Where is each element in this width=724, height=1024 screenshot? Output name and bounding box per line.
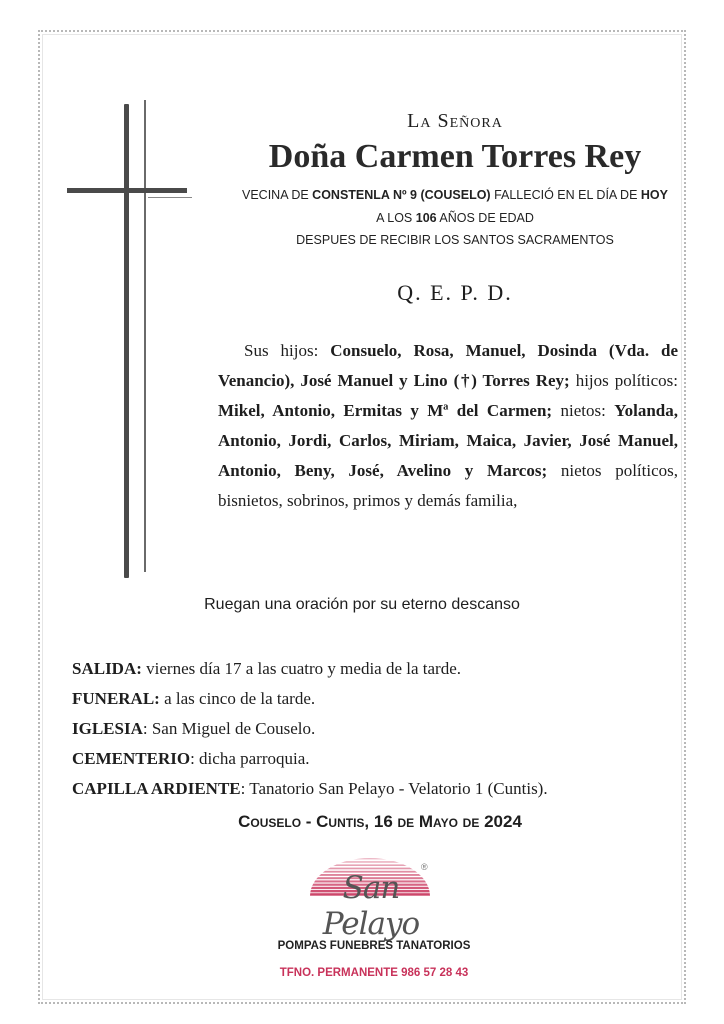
- family-in-laws: Mikel, Antonio, Ermitas y Mª del Carmen;: [218, 401, 553, 420]
- family-text-3: nietos:: [552, 401, 615, 420]
- family-grandchildren: Yolanda, Antonio, Jordi, Carlos, Miriam, Maica, Javier, José Manuel, Antonio, Beny, José, Avelino y Marcos;: [218, 401, 678, 480]
- ceremony-details: [72, 654, 692, 804]
- phone-number: TFNO. PERMANENTE 986 57 28 43: [279, 967, 469, 979]
- detail-salida: [72, 654, 692, 684]
- title-la-senora: La Señora: [407, 110, 503, 132]
- detail-funeral: [72, 684, 692, 714]
- detail-value: : Tanatorio San Pelayo - Velatorio 1 (Cuntis).: [240, 779, 548, 798]
- detail-value: viernes día 17 a las cuatro y media de la tarde.: [141, 659, 461, 678]
- age-number: 106: [415, 211, 437, 225]
- age-suffix: AÑOS DE EDAD: [436, 211, 534, 225]
- detail-label: FUNERAL:: [72, 689, 160, 708]
- detail-label: CAPILLA ARDIENTE: [72, 779, 241, 798]
- cross-icon: [124, 104, 129, 578]
- family-paragraph: [218, 336, 678, 516]
- company-tagline: POMPAS FUNEBRES TANATORIOS: [277, 940, 471, 952]
- family-text-2: hijos políticos:: [569, 371, 678, 390]
- detail-iglesia: [72, 714, 692, 744]
- detail-label: IGLESIA: [72, 719, 143, 738]
- detail-value: : San Miguel de Couselo.: [142, 719, 316, 738]
- residence-address: CONSTENLA Nº 9 (COUSELO): [312, 188, 491, 202]
- detail-label: SALIDA:: [72, 659, 142, 678]
- residence-day: HOY: [640, 188, 668, 202]
- deceased-name: Doña Carmen Torres Rey: [268, 138, 642, 175]
- age-prefix: A LOS: [376, 211, 416, 225]
- logo-stripe: [300, 864, 440, 866]
- logo-stripe: [300, 858, 440, 859]
- family-children: Consuelo, Rosa, Manuel, Dosinda (Vda. de Venancio), José Manuel y Lino (†) Torres Rey;: [218, 341, 679, 390]
- residence-line: [190, 188, 720, 202]
- logo-text: San Pelayo: [322, 870, 420, 942]
- cross-shadow-vertical: [144, 100, 146, 572]
- logo-stripe: [300, 861, 440, 863]
- age-line: [190, 211, 720, 225]
- place-date: Couselo - Cuntis, 16 de Mayo de 2024: [238, 812, 522, 831]
- detail-label: CEMENTERIO: [72, 749, 191, 768]
- residence-prefix: VECINA DE: [242, 188, 313, 202]
- prayer-request: Ruegan una oración por su eterno descanso: [204, 596, 520, 613]
- registered-mark: ®: [421, 862, 428, 872]
- detail-cementerio: [72, 744, 692, 774]
- qepd: Q. E. P. D.: [397, 280, 513, 305]
- family-text-4: nietos políticos, bisnietos, sobrinos, primos y demás familia,: [218, 461, 678, 510]
- cross-crossbar: [67, 188, 187, 193]
- sacraments-line: DESPUES DE RECIBIR LOS SANTOS SACRAMENTOS: [296, 233, 614, 247]
- detail-value: a las cinco de la tarde.: [159, 689, 316, 708]
- residence-mid: FALLECIÓ EN EL DÍA DE: [490, 188, 641, 202]
- detail-capilla: [72, 774, 692, 804]
- detail-value: : dicha parroquia.: [190, 749, 310, 768]
- family-text-1: Sus hijos:: [244, 341, 331, 360]
- cross-shadow-horizontal: [148, 197, 192, 198]
